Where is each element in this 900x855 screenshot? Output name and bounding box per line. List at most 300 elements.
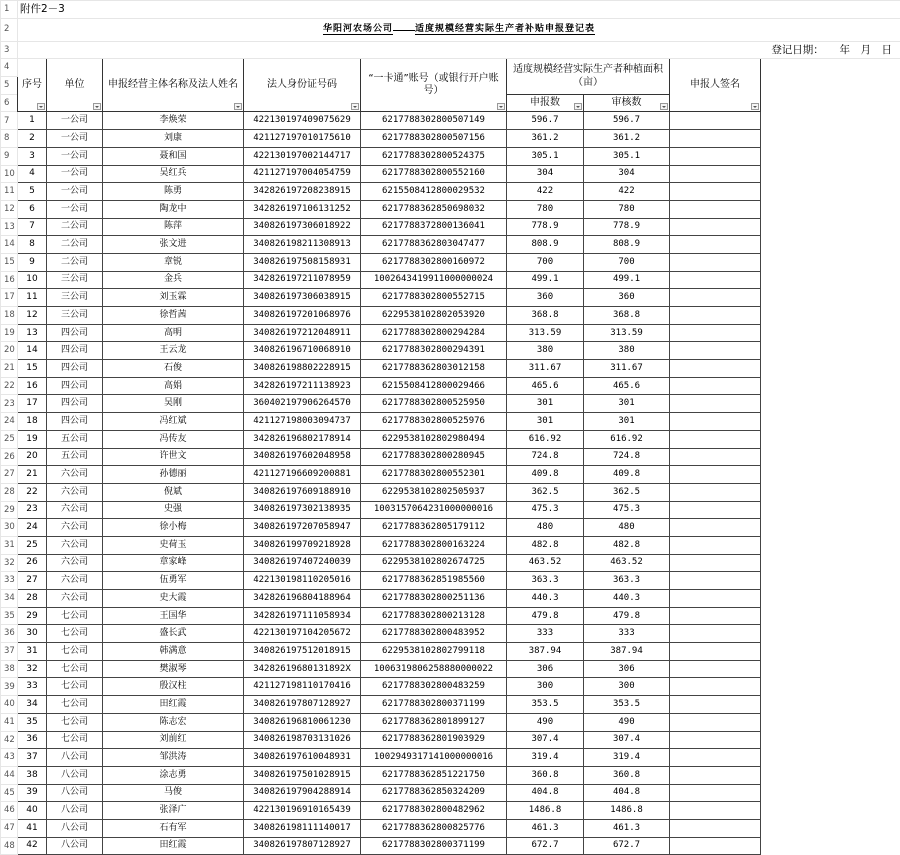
audited-area-cell[interactable]: 724.8 [584, 448, 670, 466]
unit-cell[interactable]: 八公司 [47, 784, 103, 802]
declared-area-cell[interactable]: 465.6 [507, 377, 584, 395]
audited-area-cell[interactable]: 360 [584, 289, 670, 307]
audited-area-cell[interactable]: 333 [584, 625, 670, 643]
id-number-cell[interactable]: 340826198703131026 [244, 731, 361, 749]
seq-cell[interactable]: 39 [18, 784, 47, 802]
seq-cell[interactable]: 21 [18, 466, 47, 484]
id-number-cell[interactable]: 340826196710068910 [244, 342, 361, 360]
unit-cell[interactable]: 七公司 [47, 696, 103, 714]
account-number-cell[interactable]: 6217788302800160972 [361, 253, 507, 271]
seq-cell[interactable]: 17 [18, 395, 47, 413]
declared-area-cell[interactable]: 480 [507, 519, 584, 537]
id-number-cell[interactable]: 340826198211308913 [244, 236, 361, 254]
audited-area-cell[interactable]: 307.4 [584, 731, 670, 749]
seq-cell[interactable]: 32 [18, 660, 47, 678]
declared-area-cell[interactable]: 361.2 [507, 130, 584, 148]
header-sign[interactable] [670, 59, 761, 112]
id-number-cell[interactable]: 422130197002144717 [244, 147, 361, 165]
signature-cell[interactable] [670, 147, 761, 165]
signature-cell[interactable] [670, 696, 761, 714]
seq-cell[interactable]: 15 [18, 360, 47, 378]
account-number-cell[interactable]: 6217788302800294284 [361, 324, 507, 342]
unit-cell[interactable]: 一公司 [47, 200, 103, 218]
entity-name-cell[interactable]: 韩满意 [103, 643, 244, 661]
id-number-cell[interactable]: 342826197211078959 [244, 271, 361, 289]
unit-cell[interactable]: 八公司 [47, 766, 103, 784]
unit-cell[interactable]: 六公司 [47, 590, 103, 608]
id-number-cell[interactable]: 421127197010175610 [244, 130, 361, 148]
declared-area-cell[interactable]: 808.9 [507, 236, 584, 254]
account-number-cell[interactable]: 6217788302800507149 [361, 112, 507, 130]
entity-name-cell[interactable]: 徐哲茜 [103, 307, 244, 325]
unit-cell[interactable]: 七公司 [47, 607, 103, 625]
seq-cell[interactable]: 13 [18, 324, 47, 342]
seq-cell[interactable]: 42 [18, 837, 47, 855]
unit-cell[interactable]: 七公司 [47, 678, 103, 696]
audited-area-cell[interactable]: 311.67 [584, 360, 670, 378]
header-declared[interactable] [507, 94, 584, 112]
id-number-cell[interactable]: 422130197104205672 [244, 625, 361, 643]
signature-cell[interactable] [670, 749, 761, 767]
signature-cell[interactable] [670, 766, 761, 784]
audited-area-cell[interactable]: 404.8 [584, 784, 670, 802]
declared-area-cell[interactable]: 780 [507, 200, 584, 218]
account-number-cell[interactable]: 6217788372800136041 [361, 218, 507, 236]
id-number-cell[interactable]: 340826197306038915 [244, 289, 361, 307]
declared-area-cell[interactable]: 363.3 [507, 572, 584, 590]
seq-cell[interactable]: 10 [18, 271, 47, 289]
audited-area-cell[interactable]: 304 [584, 165, 670, 183]
unit-cell[interactable]: 五公司 [47, 448, 103, 466]
id-number-cell[interactable]: 340826197306018922 [244, 218, 361, 236]
signature-cell[interactable] [670, 413, 761, 431]
id-number-cell[interactable]: 342826197208238915 [244, 183, 361, 201]
account-number-cell[interactable]: 6217788362851221750 [361, 766, 507, 784]
seq-cell[interactable]: 9 [18, 253, 47, 271]
account-number-cell[interactable]: 1003157064231000000016 [361, 501, 507, 519]
account-number-cell[interactable]: 6217788302800371199 [361, 696, 507, 714]
signature-cell[interactable] [670, 819, 761, 837]
unit-cell[interactable]: 七公司 [47, 625, 103, 643]
unit-cell[interactable]: 六公司 [47, 519, 103, 537]
seq-cell[interactable]: 7 [18, 218, 47, 236]
account-number-cell[interactable]: 6217788362803012158 [361, 360, 507, 378]
audited-area-cell[interactable]: 360.8 [584, 766, 670, 784]
filter-dropdown-icon[interactable] [234, 103, 242, 110]
signature-cell[interactable] [670, 554, 761, 572]
signature-cell[interactable] [670, 483, 761, 501]
audited-area-cell[interactable]: 361.2 [584, 130, 670, 148]
entity-name-cell[interactable]: 伍勇军 [103, 572, 244, 590]
declared-area-cell[interactable]: 313.59 [507, 324, 584, 342]
seq-cell[interactable]: 28 [18, 590, 47, 608]
unit-cell[interactable]: 四公司 [47, 324, 103, 342]
declared-area-cell[interactable]: 463.52 [507, 554, 584, 572]
seq-cell[interactable]: 37 [18, 749, 47, 767]
entity-name-cell[interactable]: 陈志宏 [103, 713, 244, 731]
declared-area-cell[interactable]: 301 [507, 413, 584, 431]
audited-area-cell[interactable]: 363.3 [584, 572, 670, 590]
declared-area-cell[interactable]: 482.8 [507, 536, 584, 554]
entity-name-cell[interactable]: 章锐 [103, 253, 244, 271]
account-number-cell[interactable]: 6217788362800825776 [361, 819, 507, 837]
account-number-cell[interactable]: 6217788302800552160 [361, 165, 507, 183]
declared-area-cell[interactable]: 422 [507, 183, 584, 201]
declared-area-cell[interactable]: 596.7 [507, 112, 584, 130]
declared-area-cell[interactable]: 368.8 [507, 307, 584, 325]
seq-cell[interactable]: 24 [18, 519, 47, 537]
audited-area-cell[interactable]: 480 [584, 519, 670, 537]
doc-title[interactable] [18, 18, 900, 41]
filter-dropdown-icon[interactable] [574, 103, 582, 110]
id-number-cell[interactable]: 340826197302138935 [244, 501, 361, 519]
entity-name-cell[interactable]: 刘玉霖 [103, 289, 244, 307]
account-number-cell[interactable]: 6217788362801899127 [361, 713, 507, 731]
account-number-cell[interactable]: 6217788362801903929 [361, 731, 507, 749]
declared-area-cell[interactable]: 387.94 [507, 643, 584, 661]
id-number-cell[interactable]: 340826198111140017 [244, 819, 361, 837]
account-number-cell[interactable]: 6217788302800251136 [361, 590, 507, 608]
account-number-cell[interactable]: 1006319806258880000022 [361, 660, 507, 678]
header-entity[interactable] [103, 59, 244, 112]
seq-cell[interactable]: 19 [18, 430, 47, 448]
audited-area-cell[interactable]: 305.1 [584, 147, 670, 165]
audited-area-cell[interactable]: 362.5 [584, 483, 670, 501]
account-number-cell[interactable]: 6217788302800371199 [361, 837, 507, 855]
seq-cell[interactable]: 8 [18, 236, 47, 254]
signature-cell[interactable] [670, 625, 761, 643]
declared-area-cell[interactable]: 479.8 [507, 607, 584, 625]
declared-area-cell[interactable]: 490 [507, 713, 584, 731]
declared-area-cell[interactable]: 353.5 [507, 696, 584, 714]
audited-area-cell[interactable]: 463.52 [584, 554, 670, 572]
header-audited[interactable] [584, 94, 670, 112]
declared-area-cell[interactable]: 306 [507, 660, 584, 678]
declared-area-cell[interactable]: 778.9 [507, 218, 584, 236]
account-number-cell[interactable]: 6217788302800525950 [361, 395, 507, 413]
filter-dropdown-icon[interactable] [751, 103, 759, 110]
seq-cell[interactable]: 38 [18, 766, 47, 784]
signature-cell[interactable] [670, 377, 761, 395]
declared-area-cell[interactable]: 307.4 [507, 731, 584, 749]
id-number-cell[interactable]: 422130198110205016 [244, 572, 361, 590]
seq-cell[interactable]: 11 [18, 289, 47, 307]
audited-area-cell[interactable]: 380 [584, 342, 670, 360]
seq-cell[interactable]: 40 [18, 802, 47, 820]
account-number-cell[interactable]: 6217788302800552715 [361, 289, 507, 307]
audited-area-cell[interactable]: 780 [584, 200, 670, 218]
signature-cell[interactable] [670, 395, 761, 413]
id-number-cell[interactable]: 340826197207058947 [244, 519, 361, 537]
signature-cell[interactable] [670, 289, 761, 307]
account-number-cell[interactable]: 6217788362803047477 [361, 236, 507, 254]
id-number-cell[interactable]: 422130197409075629 [244, 112, 361, 130]
entity-name-cell[interactable]: 吴刚 [103, 395, 244, 413]
entity-name-cell[interactable]: 章家峰 [103, 554, 244, 572]
unit-cell[interactable]: 三公司 [47, 271, 103, 289]
seq-cell[interactable]: 33 [18, 678, 47, 696]
unit-cell[interactable]: 一公司 [47, 112, 103, 130]
signature-cell[interactable] [670, 430, 761, 448]
audited-area-cell[interactable]: 700 [584, 253, 670, 271]
id-number-cell[interactable]: 340826197201068976 [244, 307, 361, 325]
unit-cell[interactable]: 二公司 [47, 236, 103, 254]
signature-cell[interactable] [670, 572, 761, 590]
entity-name-cell[interactable]: 李焕荣 [103, 112, 244, 130]
entity-name-cell[interactable]: 史强 [103, 501, 244, 519]
audited-area-cell[interactable]: 387.94 [584, 643, 670, 661]
id-number-cell[interactable]: 342826196802178914 [244, 430, 361, 448]
entity-name-cell[interactable]: 孙德丽 [103, 466, 244, 484]
signature-cell[interactable] [670, 519, 761, 537]
declared-area-cell[interactable]: 300 [507, 678, 584, 696]
declared-area-cell[interactable]: 319.4 [507, 749, 584, 767]
account-number-cell[interactable]: 6215508412800029466 [361, 377, 507, 395]
account-number-cell[interactable]: 6217788302800483952 [361, 625, 507, 643]
id-number-cell[interactable]: 340826197807128927 [244, 696, 361, 714]
audited-area-cell[interactable]: 808.9 [584, 236, 670, 254]
declared-area-cell[interactable]: 360 [507, 289, 584, 307]
unit-cell[interactable]: 一公司 [47, 165, 103, 183]
declared-area-cell[interactable]: 380 [507, 342, 584, 360]
entity-name-cell[interactable]: 倪斌 [103, 483, 244, 501]
entity-name-cell[interactable]: 史大霞 [103, 590, 244, 608]
signature-cell[interactable] [670, 536, 761, 554]
declared-area-cell[interactable]: 304 [507, 165, 584, 183]
filter-dropdown-icon[interactable] [497, 103, 505, 110]
account-number-cell[interactable]: 6229538102802505937 [361, 483, 507, 501]
signature-cell[interactable] [670, 324, 761, 342]
entity-name-cell[interactable]: 田红霞 [103, 837, 244, 855]
seq-cell[interactable]: 31 [18, 643, 47, 661]
account-number-cell[interactable]: 6217788302800280945 [361, 448, 507, 466]
declared-area-cell[interactable]: 475.3 [507, 501, 584, 519]
signature-cell[interactable] [670, 784, 761, 802]
id-number-cell[interactable]: 340826197407240039 [244, 554, 361, 572]
audited-area-cell[interactable]: 300 [584, 678, 670, 696]
id-number-cell[interactable]: 340826197807128927 [244, 837, 361, 855]
unit-cell[interactable]: 六公司 [47, 554, 103, 572]
entity-name-cell[interactable]: 吴红兵 [103, 165, 244, 183]
id-number-cell[interactable]: 421127197004054759 [244, 165, 361, 183]
audited-area-cell[interactable]: 461.3 [584, 819, 670, 837]
seq-cell[interactable]: 5 [18, 183, 47, 201]
signature-cell[interactable] [670, 200, 761, 218]
unit-cell[interactable]: 七公司 [47, 713, 103, 731]
entity-name-cell[interactable]: 许世文 [103, 448, 244, 466]
entity-name-cell[interactable]: 聂和国 [103, 147, 244, 165]
declared-area-cell[interactable]: 499.1 [507, 271, 584, 289]
unit-cell[interactable]: 七公司 [47, 660, 103, 678]
attachment-label[interactable]: 附件2－3 [18, 1, 900, 19]
account-number-cell[interactable]: 6229538102802799118 [361, 643, 507, 661]
audited-area-cell[interactable]: 1486.8 [584, 802, 670, 820]
audited-area-cell[interactable]: 353.5 [584, 696, 670, 714]
audited-area-cell[interactable]: 313.59 [584, 324, 670, 342]
signature-cell[interactable] [670, 590, 761, 608]
entity-name-cell[interactable]: 刘康 [103, 130, 244, 148]
declared-area-cell[interactable]: 360.8 [507, 766, 584, 784]
unit-cell[interactable]: 二公司 [47, 218, 103, 236]
unit-cell[interactable]: 八公司 [47, 837, 103, 855]
audited-area-cell[interactable]: 475.3 [584, 501, 670, 519]
audited-area-cell[interactable]: 368.8 [584, 307, 670, 325]
entity-name-cell[interactable]: 陈萍 [103, 218, 244, 236]
account-number-cell[interactable]: 6217788362805179112 [361, 519, 507, 537]
audited-area-cell[interactable]: 306 [584, 660, 670, 678]
unit-cell[interactable]: 三公司 [47, 307, 103, 325]
account-number-cell[interactable]: 6217788362850324209 [361, 784, 507, 802]
signature-cell[interactable] [670, 112, 761, 130]
seq-cell[interactable]: 2 [18, 130, 47, 148]
audited-area-cell[interactable]: 440.3 [584, 590, 670, 608]
signature-cell[interactable] [670, 271, 761, 289]
id-number-cell[interactable]: 34282619680131892X [244, 660, 361, 678]
id-number-cell[interactable]: 340826197212048911 [244, 324, 361, 342]
account-number-cell[interactable]: 6217788302800552301 [361, 466, 507, 484]
entity-name-cell[interactable]: 樊淑琴 [103, 660, 244, 678]
id-number-cell[interactable]: 422130196910165439 [244, 802, 361, 820]
seq-cell[interactable]: 30 [18, 625, 47, 643]
account-number-cell[interactable]: 6217788302800482962 [361, 802, 507, 820]
seq-cell[interactable]: 16 [18, 377, 47, 395]
header-area[interactable] [507, 59, 670, 94]
account-number-cell[interactable]: 6217788362850698032 [361, 200, 507, 218]
entity-name-cell[interactable]: 涂志勇 [103, 766, 244, 784]
seq-cell[interactable]: 27 [18, 572, 47, 590]
declared-area-cell[interactable]: 305.1 [507, 147, 584, 165]
unit-cell[interactable]: 四公司 [47, 377, 103, 395]
declared-area-cell[interactable]: 311.67 [507, 360, 584, 378]
filter-dropdown-icon[interactable] [351, 103, 359, 110]
entity-name-cell[interactable]: 殷汉柱 [103, 678, 244, 696]
seq-cell[interactable]: 6 [18, 200, 47, 218]
id-number-cell[interactable]: 421127198003094737 [244, 413, 361, 431]
audited-area-cell[interactable]: 479.8 [584, 607, 670, 625]
account-number-cell[interactable]: 6217788302800524375 [361, 147, 507, 165]
seq-cell[interactable]: 18 [18, 413, 47, 431]
account-number-cell[interactable]: 6215508412800029532 [361, 183, 507, 201]
seq-cell[interactable]: 14 [18, 342, 47, 360]
entity-name-cell[interactable]: 张文进 [103, 236, 244, 254]
account-number-cell[interactable]: 6229538102802674725 [361, 554, 507, 572]
signature-cell[interactable] [670, 501, 761, 519]
id-number-cell[interactable]: 342826196804188964 [244, 590, 361, 608]
seq-cell[interactable]: 29 [18, 607, 47, 625]
header-seq[interactable] [18, 59, 47, 112]
seq-cell[interactable]: 3 [18, 147, 47, 165]
id-number-cell[interactable]: 340826197610048931 [244, 749, 361, 767]
entity-name-cell[interactable]: 石俊 [103, 360, 244, 378]
seq-cell[interactable]: 41 [18, 819, 47, 837]
id-number-cell[interactable]: 421127196609200881 [244, 466, 361, 484]
signature-cell[interactable] [670, 802, 761, 820]
signature-cell[interactable] [670, 731, 761, 749]
audited-area-cell[interactable]: 778.9 [584, 218, 670, 236]
account-number-cell[interactable]: 6217788302800294391 [361, 342, 507, 360]
audited-area-cell[interactable]: 465.6 [584, 377, 670, 395]
entity-name-cell[interactable]: 邹洪涛 [103, 749, 244, 767]
id-number-cell[interactable]: 342826197211138923 [244, 377, 361, 395]
audited-area-cell[interactable]: 422 [584, 183, 670, 201]
seq-cell[interactable]: 22 [18, 483, 47, 501]
id-number-cell[interactable]: 340826198802228915 [244, 360, 361, 378]
id-number-cell[interactable]: 340826197602048958 [244, 448, 361, 466]
entity-name-cell[interactable]: 高娟 [103, 377, 244, 395]
id-number-cell[interactable]: 340826197501028915 [244, 766, 361, 784]
unit-cell[interactable]: 六公司 [47, 501, 103, 519]
id-number-cell[interactable]: 340826197609188910 [244, 483, 361, 501]
entity-name-cell[interactable]: 冯传友 [103, 430, 244, 448]
entity-name-cell[interactable]: 高明 [103, 324, 244, 342]
filter-dropdown-icon[interactable] [37, 103, 45, 110]
entity-name-cell[interactable]: 田红霞 [103, 696, 244, 714]
seq-cell[interactable]: 1 [18, 112, 47, 130]
audited-area-cell[interactable]: 409.8 [584, 466, 670, 484]
declared-area-cell[interactable]: 409.8 [507, 466, 584, 484]
unit-cell[interactable]: 六公司 [47, 466, 103, 484]
unit-cell[interactable]: 五公司 [47, 430, 103, 448]
signature-cell[interactable] [670, 448, 761, 466]
signature-cell[interactable] [670, 307, 761, 325]
account-number-cell[interactable]: 1002949317141000000016 [361, 749, 507, 767]
signature-cell[interactable] [670, 183, 761, 201]
header-account[interactable] [361, 59, 507, 112]
entity-name-cell[interactable]: 刘前红 [103, 731, 244, 749]
declared-area-cell[interactable]: 672.7 [507, 837, 584, 855]
seq-cell[interactable]: 26 [18, 554, 47, 572]
signature-cell[interactable] [670, 660, 761, 678]
id-number-cell[interactable]: 340826197508158931 [244, 253, 361, 271]
signature-cell[interactable] [670, 342, 761, 360]
filter-dropdown-icon[interactable] [660, 103, 668, 110]
audited-area-cell[interactable]: 672.7 [584, 837, 670, 855]
unit-cell[interactable]: 七公司 [47, 643, 103, 661]
audited-area-cell[interactable]: 482.8 [584, 536, 670, 554]
unit-cell[interactable]: 八公司 [47, 819, 103, 837]
signature-cell[interactable] [670, 607, 761, 625]
declared-area-cell[interactable]: 440.3 [507, 590, 584, 608]
seq-cell[interactable]: 35 [18, 713, 47, 731]
account-number-cell[interactable]: 6217788302800525976 [361, 413, 507, 431]
account-number-cell[interactable]: 6217788362851985560 [361, 572, 507, 590]
entity-name-cell[interactable]: 冯红斌 [103, 413, 244, 431]
unit-cell[interactable]: 四公司 [47, 413, 103, 431]
unit-cell[interactable]: 四公司 [47, 395, 103, 413]
id-number-cell[interactable]: 340826197904288914 [244, 784, 361, 802]
entity-name-cell[interactable]: 金兵 [103, 271, 244, 289]
id-number-cell[interactable]: 360402197906264570 [244, 395, 361, 413]
seq-cell[interactable]: 23 [18, 501, 47, 519]
audited-area-cell[interactable]: 490 [584, 713, 670, 731]
signature-cell[interactable] [670, 218, 761, 236]
id-number-cell[interactable]: 342826197106131252 [244, 200, 361, 218]
seq-cell[interactable]: 20 [18, 448, 47, 466]
unit-cell[interactable]: 七公司 [47, 731, 103, 749]
signature-cell[interactable] [670, 165, 761, 183]
declared-area-cell[interactable]: 724.8 [507, 448, 584, 466]
unit-cell[interactable]: 八公司 [47, 802, 103, 820]
declared-area-cell[interactable]: 1486.8 [507, 802, 584, 820]
seq-cell[interactable]: 12 [18, 307, 47, 325]
declared-area-cell[interactable]: 362.5 [507, 483, 584, 501]
seq-cell[interactable]: 4 [18, 165, 47, 183]
entity-name-cell[interactable]: 马俊 [103, 784, 244, 802]
entity-name-cell[interactable]: 王国华 [103, 607, 244, 625]
signature-cell[interactable] [670, 466, 761, 484]
entity-name-cell[interactable]: 陈勇 [103, 183, 244, 201]
declared-area-cell[interactable]: 616.92 [507, 430, 584, 448]
